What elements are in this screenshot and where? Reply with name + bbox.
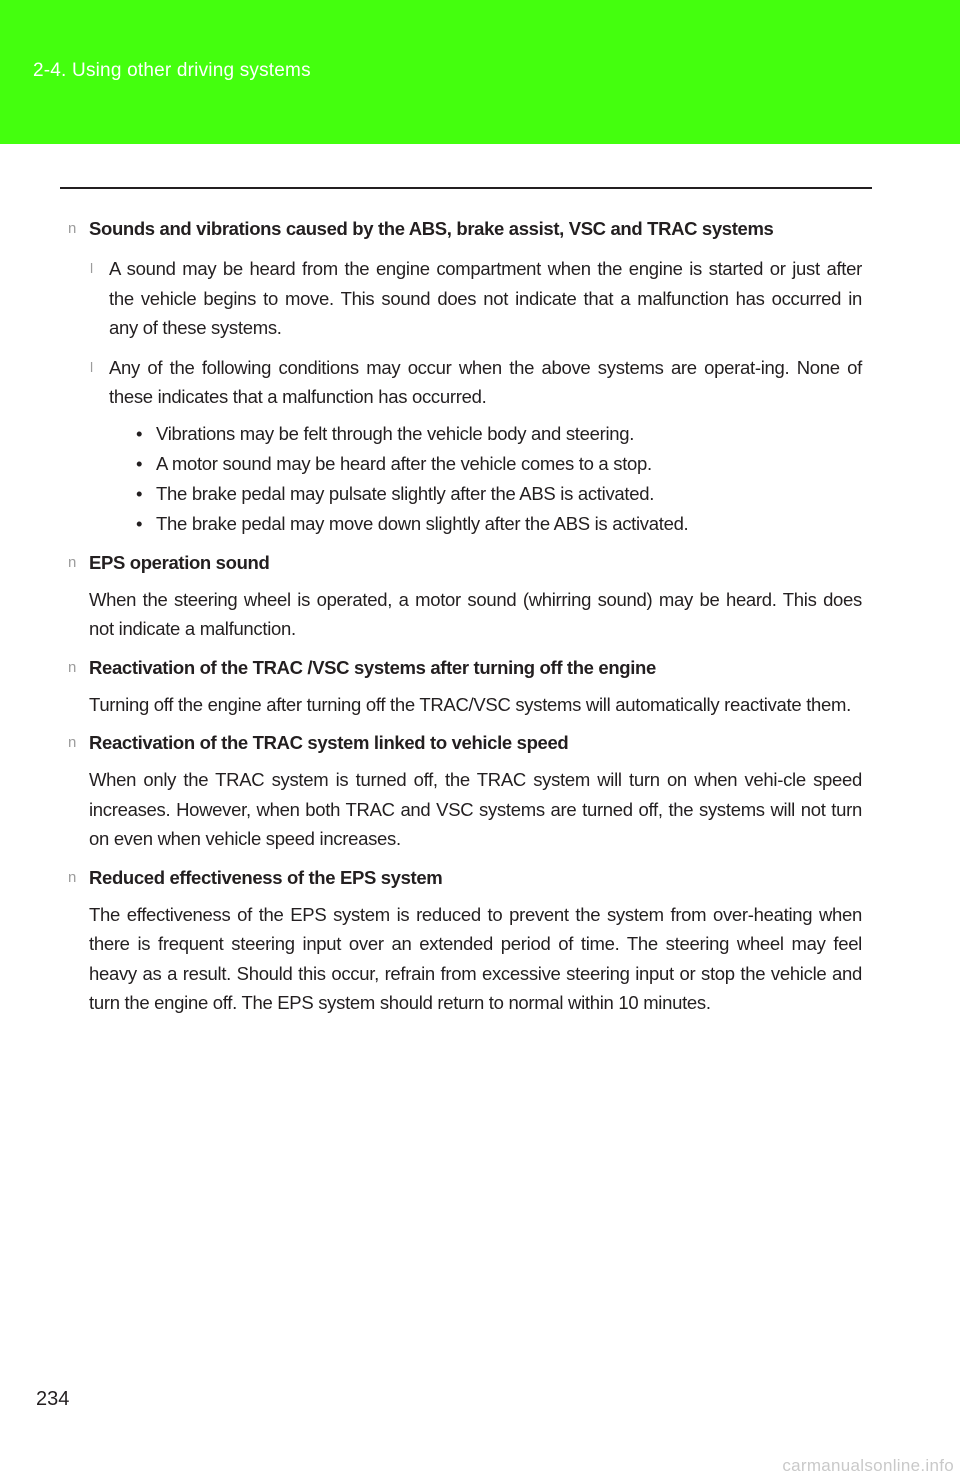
- section-heading-text: Sounds and vibrations caused by the ABS, brake assist, VSC and TRAC systems: [89, 218, 774, 239]
- note-section: [66, 728, 862, 854]
- sub-list-item: [89, 449, 862, 479]
- sub-list-item: [89, 479, 862, 509]
- sub-list-item-text: The brake pedal may move down slightly after the ABS is activated.: [156, 512, 689, 534]
- section-body: When the steering wheel is operated, a motor sound (whirring sound) may be heard. This does not indicate a malfunction.: [89, 588, 862, 639]
- sub-list: [89, 419, 862, 539]
- note-section: [66, 653, 862, 720]
- dot-bullet-icon: •: [136, 482, 143, 504]
- sub-list-item: [89, 419, 862, 449]
- list-item: [66, 353, 862, 539]
- section-header-band: [0, 0, 960, 144]
- dot-bullet-icon: •: [136, 512, 143, 534]
- section-heading: [66, 548, 862, 578]
- note-section: [66, 214, 862, 539]
- watermark: carmanualsonline.info: [782, 1456, 954, 1475]
- list-item-text: A sound may be heard from the engine compartment when the engine is started or just after the vehicle begins to move. This sound does not indicate that a malfunction has occurred in any of these systems.: [109, 258, 862, 338]
- section-heading: [66, 214, 862, 244]
- list-item-text: Any of the following conditions may occur when the above systems are operat-ing. None of these indicates that a malfunction has occurred.: [109, 356, 862, 407]
- note-section: [66, 863, 862, 1018]
- page-content: [66, 214, 862, 1018]
- square-bullet-icon: n: [68, 658, 76, 676]
- page-number: 234: [36, 1388, 70, 1410]
- section-heading: [66, 863, 862, 893]
- section-heading-text: EPS operation sound: [89, 551, 270, 573]
- note-section: [66, 548, 862, 644]
- square-bullet-icon: n: [68, 553, 76, 571]
- square-bullet-icon: n: [68, 734, 76, 751]
- sub-list-item-text: A motor sound may be heard after the vehicle comes to a stop.: [156, 452, 652, 474]
- section-body: The effectiveness of the EPS system is reduced to prevent the system from over-heating when there is frequent steering input over an extended period of time. The steering wheel may feel heavy as a result. Should this occur, refrain from excessive steering input or stop the vehicle and turn the engine off. The EPS system should return to normal within 10 minutes.: [89, 903, 862, 1013]
- list-item: [66, 254, 862, 343]
- section-heading: [66, 653, 862, 683]
- sub-list-item: [89, 509, 862, 539]
- divider-rule: [60, 187, 872, 189]
- square-bullet-icon: n: [68, 868, 76, 886]
- section-body: Turning off the engine after turning off the TRAC/VSC systems will automatically reactivate them.: [89, 693, 851, 715]
- round-bullet-icon: l: [90, 358, 94, 375]
- section-heading-text: Reactivation of the TRAC system linked to vehicle speed: [89, 732, 569, 753]
- dot-bullet-icon: •: [136, 452, 143, 474]
- section-title: 2-4. Using other driving systems: [33, 60, 311, 81]
- sub-list-item-text: The brake pedal may pulsate slightly after the ABS is activated.: [156, 482, 655, 504]
- dot-bullet-icon: •: [136, 422, 143, 444]
- section-heading-text: Reactivation of the TRAC /VSC systems after turning off the engine: [89, 656, 656, 678]
- square-bullet-icon: n: [68, 220, 76, 237]
- section-body: When only the TRAC system is turned off, the TRAC system will turn on when vehi-cle speed increases. However, when both TRAC and VSC systems are turned off, the systems will not turn on even when vehicle speed increases.: [89, 769, 862, 849]
- section-heading: [66, 728, 862, 758]
- round-bullet-icon: l: [90, 260, 94, 276]
- section-heading-text: Reduced effectiveness of the EPS system: [89, 866, 443, 888]
- sub-list-item-text: Vibrations may be felt through the vehicle body and steering.: [156, 422, 635, 444]
